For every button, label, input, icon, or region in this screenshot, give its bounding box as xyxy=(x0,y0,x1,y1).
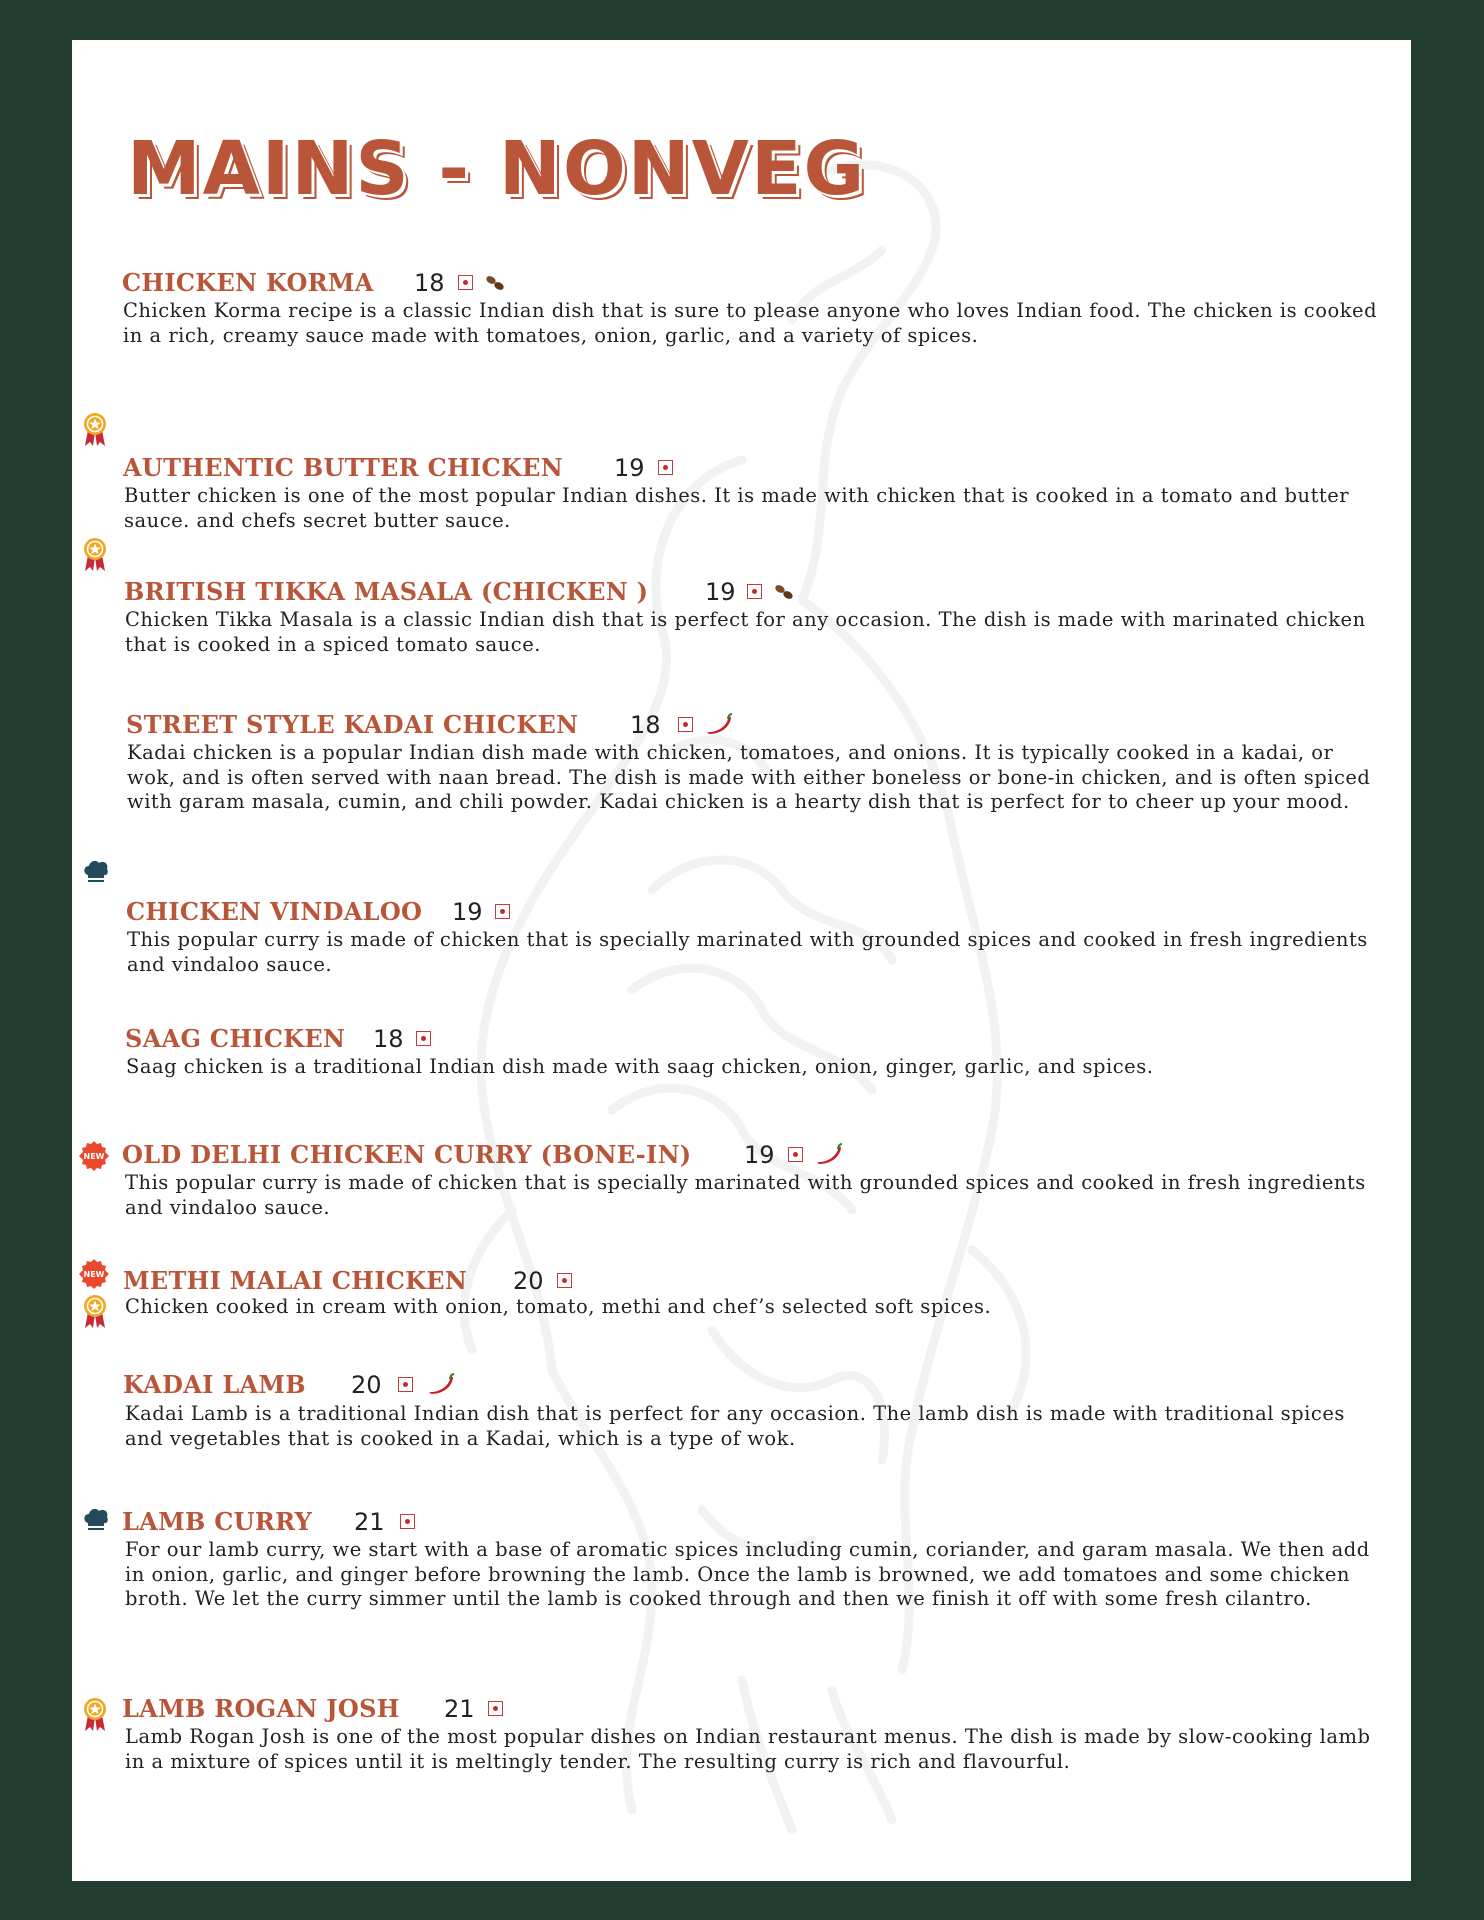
menu-item xyxy=(72,1266,1411,1318)
item-price: 19 xyxy=(705,578,736,606)
item-description: Chicken Tikka Masala is a classic Indian dish that is perfect for any occasion. The dish is made with marinated chicken that is cooked in a spiced tomato sauce. xyxy=(125,608,1366,656)
award-ribbon-icon xyxy=(82,412,108,448)
item-name: CHICKEN VINDALOO xyxy=(126,897,423,926)
chili-icon xyxy=(704,713,734,735)
halal-icon xyxy=(788,1147,803,1162)
item-price: 19 xyxy=(614,454,645,482)
item-description: Kadai Lamb is a traditional Indian dish that is perfect for any occasion. The lamb dish is made with traditional spices and vegetables that is cooked in a Kadai, which is a type of wok. xyxy=(125,1402,1345,1450)
menu-item xyxy=(72,897,1411,976)
item-price: 20 xyxy=(513,1267,544,1295)
item-name: BRITISH TIKKA MASALA (CHICKEN ) xyxy=(124,577,649,606)
nut-icon xyxy=(484,274,506,292)
item-name: STREET STYLE KADAI CHICKEN xyxy=(126,710,579,739)
item-price: 20 xyxy=(351,1371,382,1399)
item-description: Kadai chicken is a popular Indian dish made with chicken, tomatoes, and onions. It is typically cooked in a kadai, or wok, and is often served with naan bread. The dish is made with either boneless or bone-in chicken, and is often spiced with garam masala, cumin, and chili powder. Kadai chicken is a hearty dish that is perfect for to cheer up your mood. xyxy=(127,741,1371,813)
halal-icon xyxy=(398,1377,413,1392)
halal-icon xyxy=(658,460,673,475)
item-name: KADAI LAMB xyxy=(123,1370,306,1399)
item-name: OLD DELHI CHICKEN CURRY (BONE-IN) xyxy=(122,1140,692,1169)
menu-item xyxy=(72,1694,1411,1773)
chili-icon xyxy=(814,1143,844,1165)
award-ribbon-icon xyxy=(82,537,108,573)
halal-icon xyxy=(458,275,473,290)
halal-icon xyxy=(495,904,510,919)
halal-icon xyxy=(678,717,693,732)
item-name: SAAG CHICKEN xyxy=(125,1024,346,1053)
item-price: 18 xyxy=(630,711,661,739)
halal-icon xyxy=(416,1031,431,1046)
nut-icon xyxy=(773,583,795,601)
item-price: 19 xyxy=(452,898,483,926)
menu-item xyxy=(72,1370,1411,1450)
new-badge-label: NEW xyxy=(83,1152,105,1161)
award-ribbon-icon xyxy=(82,1294,108,1330)
item-description: This popular curry is made of chicken that is specially marinated with grounded spices and cooked in fresh ingredients and vindaloo sauce. xyxy=(127,928,1368,976)
item-price: 19 xyxy=(744,1141,775,1169)
item-description: For our lamb curry, we start with a base of aromatic spices including cumin, coriander, and garam masala. We then add in onion, garlic, and ginger before browning the lamb. Once the lamb is browned, we add tomatoes and some chicken broth. We let the curry simmer until the lamb is cooked through and then we finish it off with some fresh cilantro. xyxy=(125,1538,1370,1610)
menu-item xyxy=(72,1024,1411,1078)
halal-icon xyxy=(400,1514,415,1529)
item-description: Saag chicken is a traditional Indian dish made with saag chicken, onion, ginger, garlic, and spices. xyxy=(126,1055,1154,1078)
menu-item xyxy=(72,1507,1411,1610)
menu-item xyxy=(72,268,1411,347)
item-description: Lamb Rogan Josh is one of the most popular dishes on Indian restaurant menus. The dish is made by slow-cooking lamb in a mixture of spices until it is meltingly tender. The resulting curry is rich and flavourful. xyxy=(125,1725,1371,1773)
item-name: CHICKEN KORMA xyxy=(122,268,374,297)
item-name: LAMB ROGAN JOSH xyxy=(122,1694,400,1723)
item-description: Butter chicken is one of the most popular Indian dishes. It is made with chicken that is cooked in a tomato and butter sauce. and chefs secret butter sauce. xyxy=(124,484,1350,532)
menu-item xyxy=(72,710,1411,813)
item-price: 18 xyxy=(373,1025,404,1053)
item-name: LAMB CURRY xyxy=(122,1507,313,1536)
halal-icon xyxy=(488,1701,503,1716)
menu-item xyxy=(72,1140,1411,1219)
halal-icon xyxy=(747,584,762,599)
item-description: Chicken cooked in cream with onion, tomato, methi and chef’s selected soft spices. xyxy=(125,1295,992,1318)
item-name: AUTHENTIC BUTTER CHICKEN xyxy=(123,453,563,482)
item-description: This popular curry is made of chicken that is specially marinated with grounded spices and cooked in fresh ingredients and vindaloo sauce. xyxy=(125,1171,1366,1219)
item-price: 18 xyxy=(414,269,445,297)
page-title: MAINS - NONVEG xyxy=(127,126,867,212)
new-badge-label: NEW xyxy=(83,1270,105,1279)
menu-item xyxy=(72,453,1411,532)
halal-icon xyxy=(557,1273,572,1288)
item-name: METHI MALAI CHICKEN xyxy=(123,1266,468,1295)
chili-icon xyxy=(426,1373,456,1395)
item-price: 21 xyxy=(354,1508,385,1536)
menu-item xyxy=(72,577,1411,656)
item-description: Chicken Korma recipe is a classic Indian dish that is sure to please anyone who loves Indian food. The chicken is cooked in a rich, creamy sauce made with tomatoes, onion, garlic, and a variety of spices. xyxy=(123,299,1378,347)
chef-hat-icon xyxy=(82,858,110,886)
menu-page xyxy=(72,40,1411,1881)
item-price: 21 xyxy=(444,1695,475,1723)
